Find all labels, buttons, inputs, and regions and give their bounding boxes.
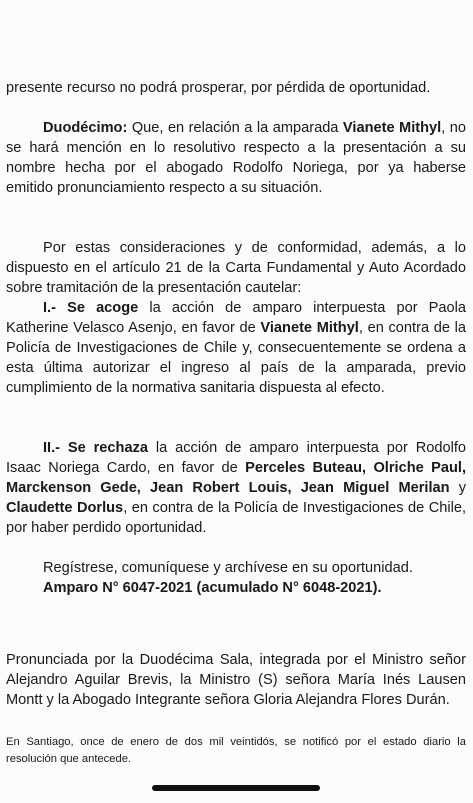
paragraph-text: , en contra de la Policía de Investigaciones de Chile, por haber perdido oportunidad. (6, 500, 467, 536)
person-names: Perceles Buteau, Olriche Paul, Marckenson Gede, Jean Robert Louis, Jean Miguel Merilan (6, 460, 467, 496)
paragraph-text: Pronunciada por la Duodécima Sala, integrada por el Ministro señor Alejandro Aguilar Brevis, la Ministro (S) señora María Inés Lausen Montt y la Abogado Integrante señora Gloria Alejandra Flores Durán. (6, 652, 466, 708)
paragraph-text: Regístrese, comuníquese y archívese en su oportunidad. (43, 560, 413, 576)
paragraph-text: la acción de amparo interpuesta por Paola Katherine Velasco Asenjo, en favor de (6, 300, 467, 336)
paragraph-pronounced (6, 650, 466, 710)
paragraph-considerations (6, 238, 466, 298)
paragraph-text: presente recurso no podrá prosperar, por pérdida de oportunidad. (6, 80, 431, 96)
paragraph-text: y (449, 480, 467, 496)
paragraph-duodecimo (6, 118, 466, 198)
paragraph-text: , no se hará mención en lo resolutivo respecto a la presentación a su nombre hecha por el abogado Rodolfo Noriega, por ya haberse emitido pronunciamiento respecto a su situación. (6, 120, 466, 196)
paragraph-resolution-1 (6, 298, 466, 398)
paragraph-text: la acción de amparo interpuesta por Rodolfo Isaac Noriega Cardo, en favor de (6, 440, 467, 476)
resolution-heading: II.- Se rechaza (43, 440, 148, 456)
paragraph-continuation (6, 78, 466, 98)
paragraph-text: , en contra de la Policía de Investigaciones de Chile y, consecuentemente se ordena a esta última autorizar el ingreso al país de la amparada, previo cumplimiento de la normativa sanitaria dispuesta al efecto. (6, 320, 466, 396)
person-name: Claudette Dorlus (6, 500, 124, 516)
paragraph-text: En Santiago, once de enero de dos mil veintidós, se notificó por el estado diario la resolución que antecede. (6, 736, 466, 765)
resolution-heading: I.- Se acoge (43, 300, 139, 316)
person-name: Vianete Mithyl (342, 120, 442, 136)
paragraph-register (6, 558, 466, 578)
home-indicator[interactable] (152, 785, 320, 791)
person-name: Vianete Mithyl (260, 320, 359, 336)
paragraph-heading: Duodécimo: (43, 120, 128, 136)
paragraph-text: Que, en relación a la amparada (127, 120, 343, 136)
paragraph-text: Por estas consideraciones y de conformidad, además, a lo dispuesto en el artículo 21 de la Carta Fundamental y Auto Acordado sobre tramitación de la presentación cautelar: (6, 240, 466, 296)
paragraph-notification (6, 734, 466, 768)
case-number (6, 578, 466, 598)
paragraph-resolution-2 (6, 438, 466, 538)
case-number-text: Amparo N° 6047-2021 (acumulado N° 6048-2021). (43, 580, 382, 596)
